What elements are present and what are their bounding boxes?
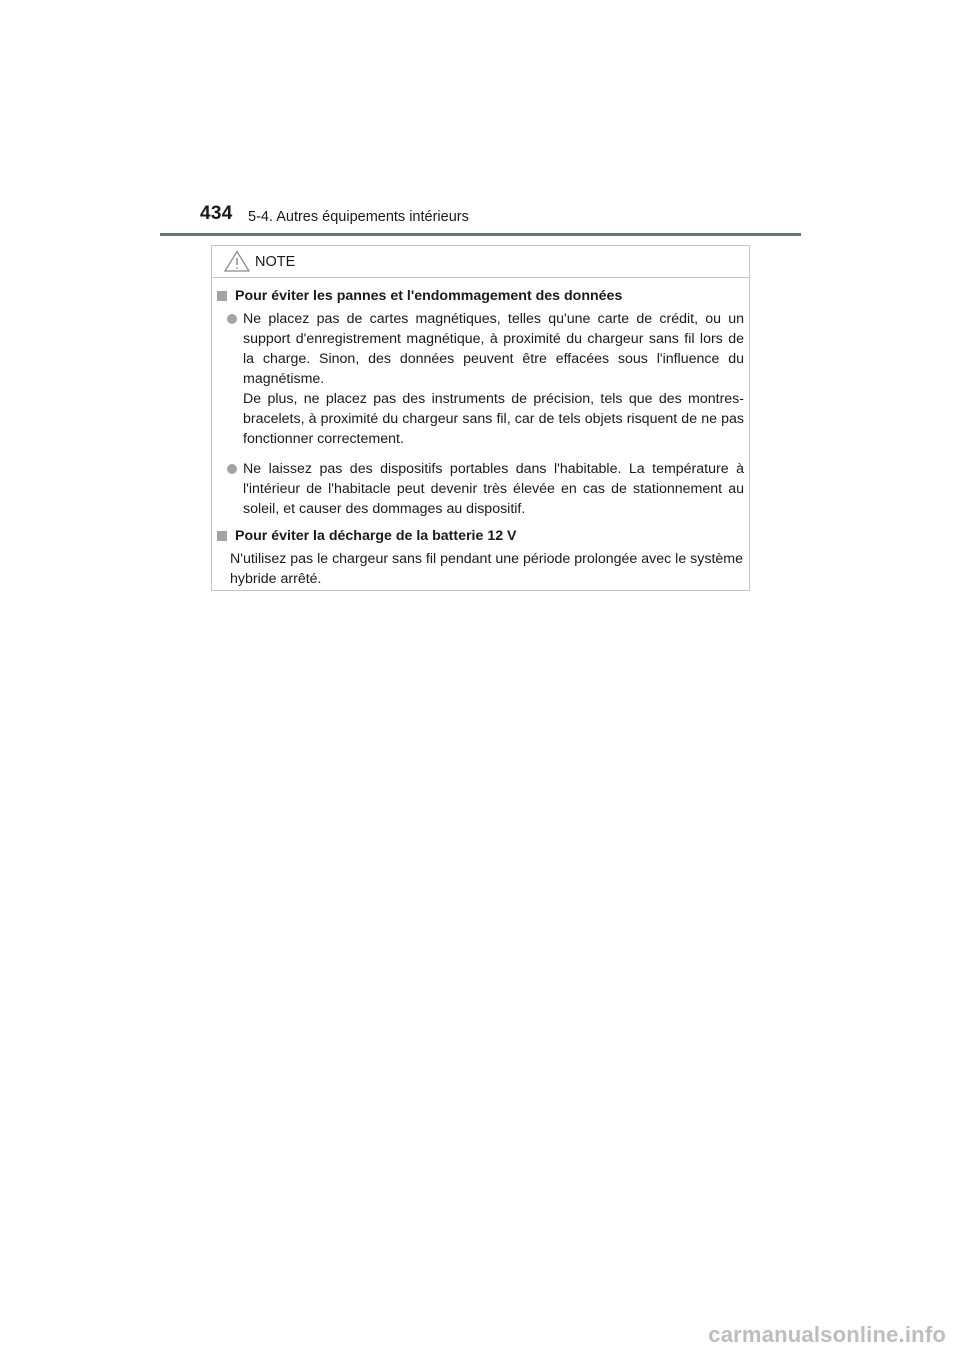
header-divider bbox=[160, 233, 801, 236]
circle-bullet-icon bbox=[227, 314, 237, 324]
note-title: NOTE bbox=[255, 254, 296, 270]
section-text: N'utilisez pas le chargeur sans fil pendant une période prolongée avec le système hybride arrêté. bbox=[230, 551, 743, 587]
circle-bullet-icon bbox=[227, 464, 237, 474]
section-heading bbox=[217, 526, 751, 546]
note-body bbox=[212, 286, 751, 589]
watermark: carmanualsonline.info bbox=[708, 1322, 946, 1347]
bullet-paragraph: Ne laissez pas des dispositifs portables dans l'habitable. La température à l'intérieur de l'habitacle peut devenir très élevée en cas de stationnement au soleil, et causer des dommages au dispositif. bbox=[243, 461, 744, 517]
square-bullet-icon bbox=[217, 531, 227, 541]
section-heading bbox=[217, 286, 751, 306]
square-bullet-icon bbox=[217, 291, 227, 301]
note-header bbox=[212, 246, 749, 278]
section-heading-text: Pour éviter la décharge de la batterie 12 V bbox=[235, 528, 517, 544]
bullet-item bbox=[243, 309, 744, 449]
note-box bbox=[211, 245, 750, 591]
page-number: 434 bbox=[200, 203, 233, 224]
section-heading-text: Pour éviter les pannes et l'endommagement des données bbox=[235, 288, 623, 304]
page-header bbox=[0, 0, 960, 240]
bullet-paragraph: Ne placez pas de cartes magnétiques, telles qu'une carte de crédit, ou un support d'enregistrement magnétique, à proximité du chargeur sans fil lors de la charge. Sinon, des données peuvent être effacées sous l'influence du magnétisme. bbox=[243, 311, 744, 387]
warning-triangle-icon bbox=[224, 250, 250, 272]
bullet-paragraph: De plus, ne placez pas des instruments de précision, tels que des montres-bracelets, à proximité du chargeur sans fil, car de tels objets risquent de ne pas fonctionner correctement. bbox=[243, 391, 744, 447]
bullet-item bbox=[243, 459, 744, 519]
section-title: 5-4. Autres équipements intérieurs bbox=[248, 209, 469, 225]
